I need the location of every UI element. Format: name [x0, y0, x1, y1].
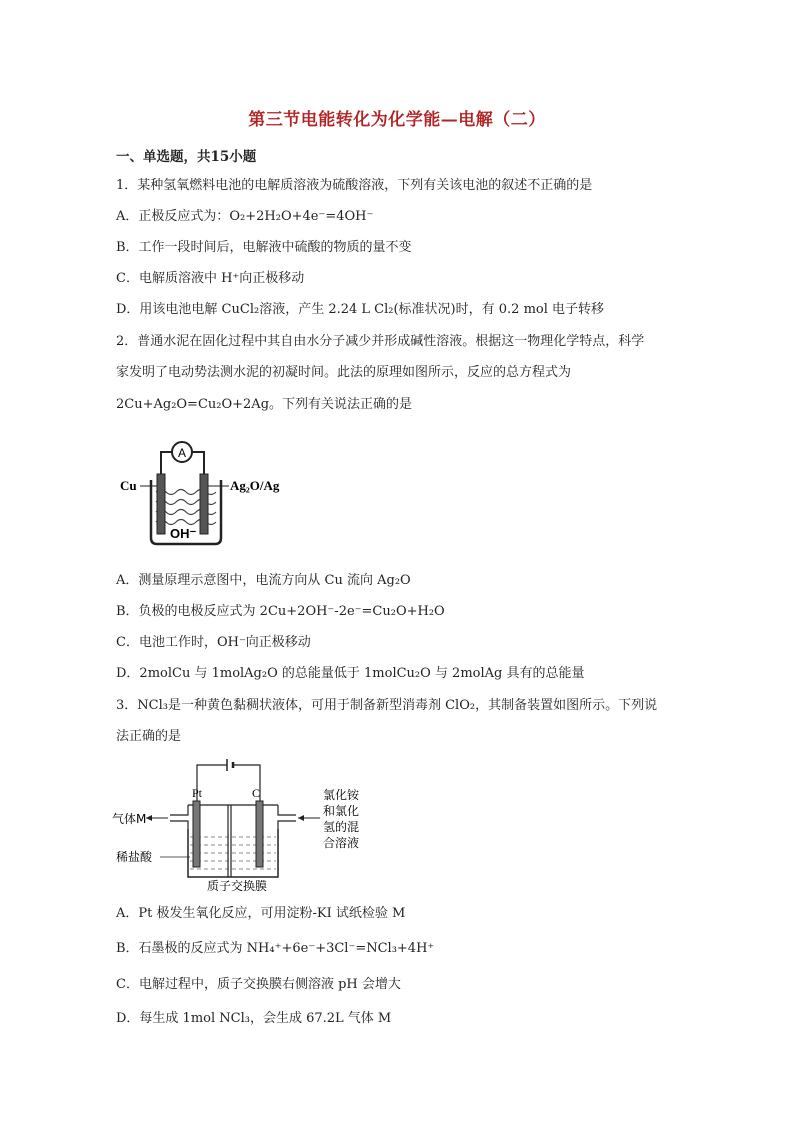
q3-option-a: A．Pt 极发生氧化反应，可用淀粉-KI 试纸检验 M: [116, 906, 406, 921]
mix-solution-line1: 氯化铵: [323, 788, 360, 802]
q3-option-b: B．石墨极的反应式为 NH₄⁺+6e⁻+3Cl⁻=NCl₃+4H⁺: [116, 941, 435, 956]
q1-option-c: C．电解质溶液中 H⁺向正极移动: [116, 271, 305, 286]
q2-stem-line3: 2Cu+Ag₂O=Cu₂O+2Ag。下列有关说法正确的是: [116, 397, 413, 412]
mix-solution-line4: 合溶液: [323, 836, 360, 850]
gas-m-label: 气体M: [112, 812, 147, 826]
q1-option-d: D．用该电池电解 CuCl₂溶液，产生 2.24 L Cl₂(标准状况)时，有 0.2 mol 电子转移: [116, 302, 605, 317]
q2-stem-line2: 家发明了电动势法测水泥的初凝时间。此法的原理如图所示，反应的总方程式为: [116, 365, 572, 380]
pt-electrode-label: Pt: [192, 786, 203, 800]
page-title: 第三节电能转化为化学能—电解（二）: [248, 110, 546, 130]
q3-option-d: D．每生成 1mol NCl₃，会生成 67.2L 气体 M: [116, 1011, 392, 1026]
q2-stem-line1: 2．普通水泥在固化过程中其自由水分子减少并形成碱性溶液。根据这一物理化学特点，科学: [116, 334, 645, 349]
q2-option-b: B．负极的电极反应式为 2Cu+2OH⁻-2e⁻=Cu₂O+H₂O: [116, 604, 445, 619]
q2-option-a: A．测量原理示意图中，电流方向从 Cu 流向 Ag₂O: [116, 573, 411, 588]
q3-stem-line1: 3．NCl₃是一种黄色黏稠状液体，可用于制备新型消毒剂 ClO₂，其制备装置如图所示。下列说: [116, 698, 658, 713]
c-electrode-label: C: [252, 786, 261, 800]
ammeter-label: A: [177, 446, 187, 460]
q2-option-d: D．2molCu 与 1molAg₂O 的总能量低于 1molCu₂O 与 2molAg 具有的总能量: [116, 666, 585, 681]
q1-option-a: A．正极反应式为：O₂+2H₂O+4e⁻=4OH⁻: [116, 209, 374, 224]
membrane-label: 质子交换膜: [207, 879, 268, 892]
section-heading: 一、单选题，共15小题: [116, 149, 257, 165]
ion-label: OH⁻: [170, 526, 197, 541]
q3-stem-line2: 法正确的是: [116, 729, 182, 744]
q2-option-c: C．电池工作时，OH⁻向正极移动: [116, 635, 311, 650]
mix-solution-line2: 和氯化: [323, 804, 360, 818]
q1-option-b: B．工作一段时间后，电解液中硫酸的物质的量不变: [116, 240, 412, 255]
mix-solution-line3: 氢的混: [323, 820, 360, 834]
q3-option-c: C．电解过程中，质子交换膜右侧溶液 pH 会增大: [116, 977, 401, 992]
q1-stem: 1．某种氢氧燃料电池的电解质溶液为硫酸溶液，下列有关该电池的叙述不正确的是: [116, 178, 593, 193]
q2-figure-cell: [116, 430, 296, 550]
cu-electrode-label: Cu: [120, 478, 137, 493]
q3-figure-apparatus: [110, 757, 370, 892]
dilute-hcl-label: 稀盐酸: [116, 850, 153, 864]
ag2o-electrode-label: Ag₂O/Ag: [230, 478, 280, 493]
